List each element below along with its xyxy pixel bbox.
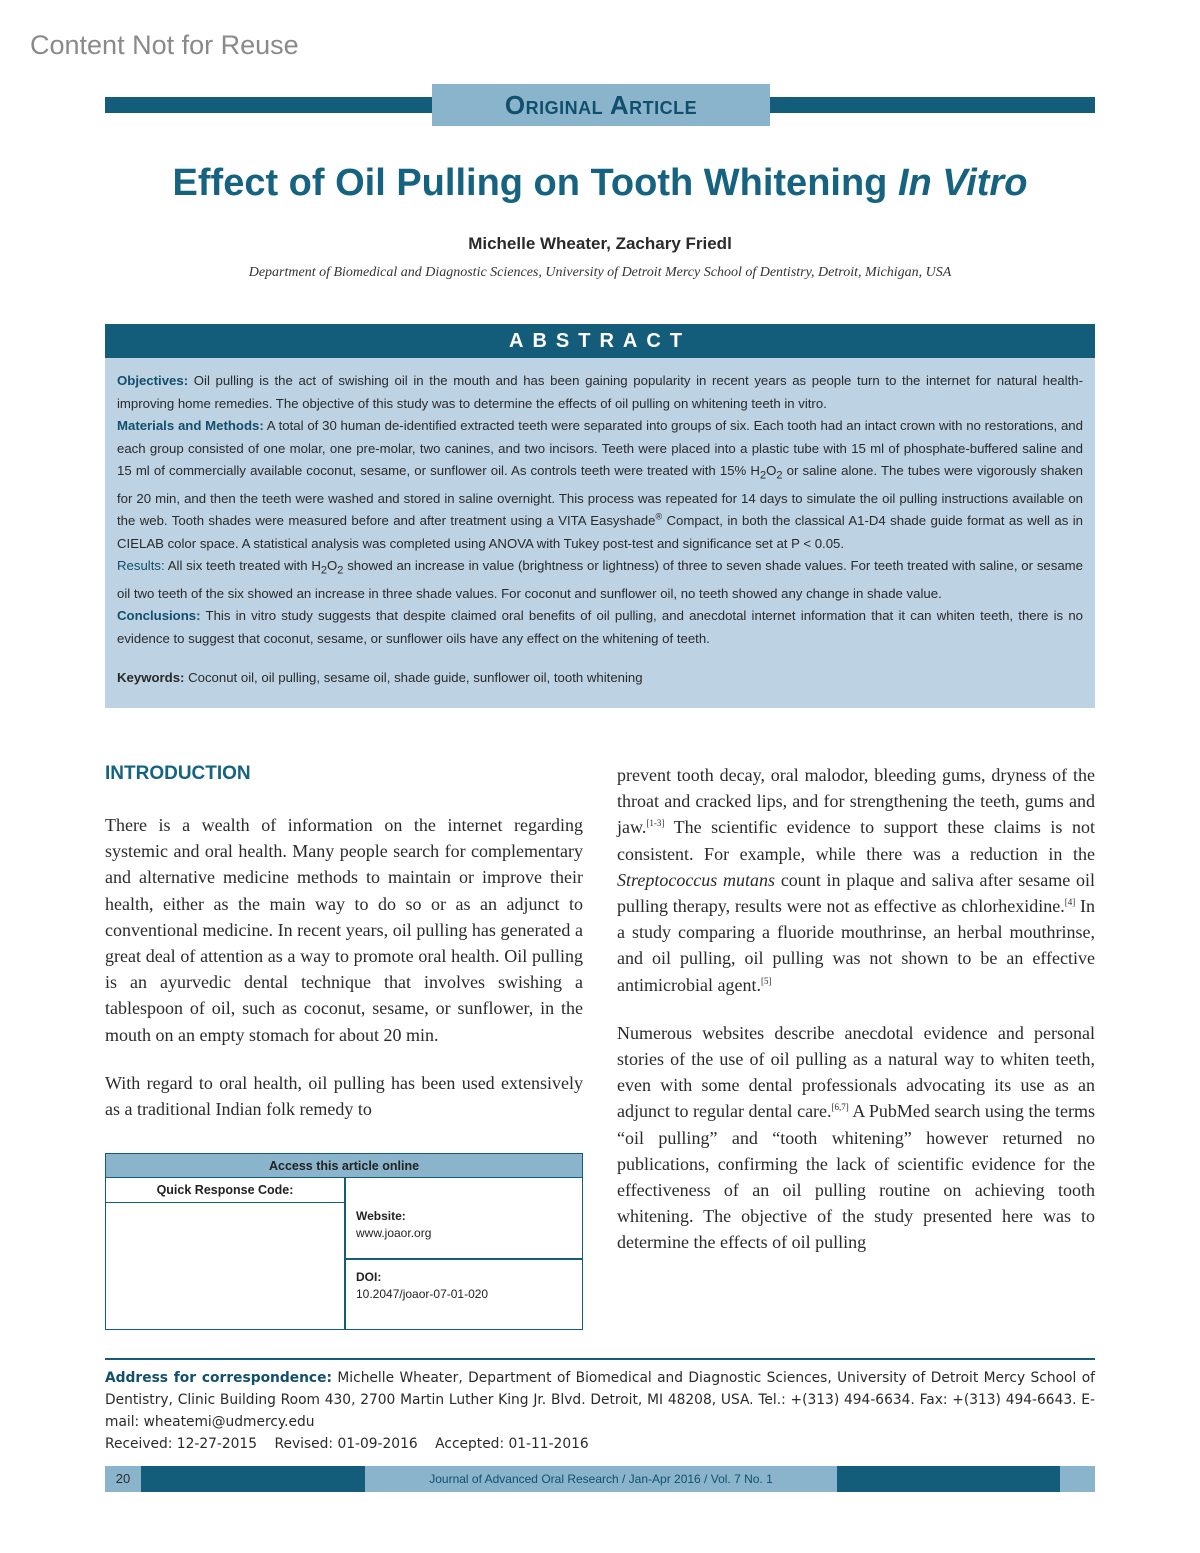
introduction-heading: INTRODUCTION bbox=[105, 763, 251, 784]
objectives-text: Oil pulling is the act of swishing oil in the mouth and has been gaining popularity in recent years as people turn to the internet for natural health-improving home remedies. The objective of this study was to determine the effects of oil pulling on whitening teeth in vitro. bbox=[117, 373, 1083, 411]
footer-endcap bbox=[1060, 1466, 1095, 1492]
doi-label: DOI: bbox=[356, 1270, 382, 1284]
methods-subscript: 2 bbox=[776, 470, 783, 483]
citation[interactable]: [6,7] bbox=[831, 1102, 849, 1113]
abstract-objectives bbox=[117, 370, 1083, 415]
title-italic: In Vitro bbox=[897, 162, 1028, 204]
text-run: In a study comparing a fluoride mouthrinse, an herbal mouthrinse, and oil pulling, oil pulling was not shown to be an effective antimicrobial agent. bbox=[617, 896, 1095, 995]
conclusions-text: This in vitro study suggests that despite claimed oral benefits of oil pulling, and anecdotal internet information that it can whiten teeth, there is no evidence to suggest that coconut, sesame, or sunflower oils have any effect on the whitening of teeth. bbox=[117, 608, 1083, 646]
results-label: Results: bbox=[117, 558, 165, 574]
website-label: Website: bbox=[356, 1209, 406, 1223]
objectives-label: Objectives: bbox=[117, 373, 189, 388]
abstract-keywords bbox=[117, 667, 1083, 690]
website-link[interactable]: www.joaor.org bbox=[356, 1226, 432, 1240]
abstract-conclusions bbox=[117, 605, 1083, 650]
text-run: The scientific evidence to support these claims is not consistent. For example, while there was a reduction in the bbox=[617, 817, 1095, 864]
watermark: Content Not for Reuse bbox=[30, 30, 299, 60]
correspondence-text: Michelle Wheater, Department of Biomedical and Diagnostic Sciences, University of Detroit Mercy School of Dentistry, Clinic Building Room 430, 2700 Martin Luther King Jr. Blvd. Detroit, MI 48208, USA. Tel.: +(313) 494-6634. Fax: +(313) 494-6643. E-mail: wheatemi@udmercy.edu bbox=[105, 1370, 1095, 1430]
text-run: A PubMed search using the terms “oil pulling” and “tooth whitening” however returned no publications, confirming the lack of scientific evidence for the effectiveness of an oil pulling routine on achieving tooth whitening. The objective of the study presented here was to determine the effects of oil pulling bbox=[617, 1101, 1095, 1253]
methods-text: Compact, in both the classical A1-D4 shade guide format as well as in CIELAB color space. A statistical analysis was completed using ANOVA with Tukey post-test and significance set at P < 0.05. bbox=[117, 513, 1083, 551]
results-text: All six teeth treated with H bbox=[164, 558, 321, 574]
keywords-label: Keywords: bbox=[117, 670, 185, 686]
journal-citation: Journal of Advanced Oral Research / Jan-Apr 2016 / Vol. 7 No. 1 bbox=[365, 1466, 837, 1492]
methods-subscript: 2 bbox=[759, 470, 767, 483]
abstract-heading: ABSTRACT bbox=[105, 324, 1095, 358]
paragraph: With regard to oral health, oil pulling has been used extensively as a traditional Indian folk remedy to bbox=[105, 1072, 583, 1120]
table-divider bbox=[344, 1178, 346, 1330]
article-type-banner: Original Article bbox=[432, 84, 770, 126]
species-name: Streptococcus mutans bbox=[617, 869, 776, 890]
article-dates: Received: 12-27-2015 Revised: 01-09-2016 Accepted: 01-11-2016 bbox=[105, 1436, 589, 1452]
abstract-body bbox=[105, 358, 1095, 708]
paragraph bbox=[617, 762, 1095, 998]
access-article-box bbox=[105, 1153, 583, 1330]
correspondence-label: Address for correspondence: bbox=[105, 1370, 332, 1386]
doi-value[interactable]: 10.2047/joaor-07-01-020 bbox=[356, 1287, 489, 1301]
text-run: prevent tooth decay, oral malodor, bleeding gums, dryness of the throat and cracked lips, and for strengthening the teeth, gums and jaw. bbox=[617, 765, 1095, 838]
paragraph bbox=[617, 1020, 1095, 1256]
methods-text: O bbox=[766, 463, 777, 479]
page-footer bbox=[105, 1466, 1095, 1492]
paragraph: There is a wealth of information on the internet regarding systemic and oral health. Many people search for complementary and alternative medicine methods to maintain or improve their health, either as the main way to do so or as an adjunct to conventional medicine. In recent years, oil pulling has generated a great deal of attention as a way to promote oral health. Oil pulling is an ayurvedic dental technique that involves swishing a tablespoon of oil, such as coconut, sesame, or sunflower, in the mouth on an empty stomach for about 20 min. bbox=[105, 815, 583, 1045]
correspondence-rule bbox=[105, 1358, 1095, 1360]
correspondence-address bbox=[105, 1367, 1095, 1433]
qr-code-label: Quick Response Code: bbox=[106, 1178, 344, 1203]
results-subscript: 2 bbox=[337, 565, 344, 578]
results-text: O bbox=[327, 558, 338, 574]
authors: Michelle Wheater, Zachary Friedl bbox=[468, 234, 732, 253]
doi-cell bbox=[356, 1269, 488, 1303]
citation[interactable]: [5] bbox=[760, 975, 772, 986]
website-cell bbox=[356, 1208, 431, 1242]
article-title bbox=[0, 162, 1200, 205]
abstract-results bbox=[117, 555, 1083, 605]
citation[interactable]: [4] bbox=[1064, 897, 1076, 908]
keywords-text: Coconut oil, oil pulling, sesame oil, shade guide, sunflower oil, tooth whitening bbox=[184, 670, 643, 686]
methods-text: or saline alone. The tubes were vigorously shaken for 20 min, and then the teeth were washed and stored in saline overnight. This process was repeated for 14 days to simulate the oil pulling instructions available on the web. Tooth shades were measured before and after treatment using a VITA Easyshade bbox=[117, 463, 1083, 529]
text-run: count in plaque and saliva after sesame oil pulling therapy, results were not as effective as chlorhexidine. bbox=[617, 869, 1095, 917]
conclusions-label: Conclusions: bbox=[117, 608, 201, 624]
page-number: 20 bbox=[105, 1466, 141, 1492]
methods-text: A total of 30 human de-identified extracted teeth were separated into groups of six. Each tooth had an intact crown with no restorations, and each group consisted of one molar, one pre-molar, two canines, and two incisors. Teeth were placed into a plastic tube with 15 ml of phosphate-buffered saline and 15 ml of commercially available coconut, sesame, or sunflower oil. As controls teeth were treated with 15% H bbox=[117, 418, 1083, 479]
registered-mark: ® bbox=[655, 511, 663, 522]
title-main: Effect of Oil Pulling on Tooth Whitening bbox=[172, 162, 898, 204]
access-heading: Access this article online bbox=[106, 1154, 582, 1178]
affiliation: Department of Biomedical and Diagnostic Sciences, University of Detroit Mercy School of Dentistry, Detroit, Michigan, USA bbox=[248, 265, 952, 280]
abstract-methods bbox=[117, 415, 1083, 555]
citation[interactable]: [1-3] bbox=[646, 818, 665, 829]
methods-label: Materials and Methods: bbox=[117, 418, 264, 434]
text-run: Numerous websites describe anecdotal evidence and personal stories of the use of oil pulling as a natural way to whiten teeth, even with some dental professionals advocating its use as an adjunct to regular dental care. bbox=[617, 1022, 1095, 1122]
results-subscript: 2 bbox=[320, 565, 327, 578]
right-column bbox=[617, 762, 1095, 1256]
table-divider bbox=[344, 1258, 582, 1260]
correspondence-block bbox=[105, 1367, 1095, 1455]
left-column bbox=[105, 812, 583, 1122]
results-text: showed an increase in value (brightness or lightness) of three to seven shade values. For teeth treated with saline, or sesame oil two teeth of the six showed an increase in three shade values. For coconut and sunflower oil, no teeth showed any change in shade value. bbox=[117, 558, 1083, 601]
